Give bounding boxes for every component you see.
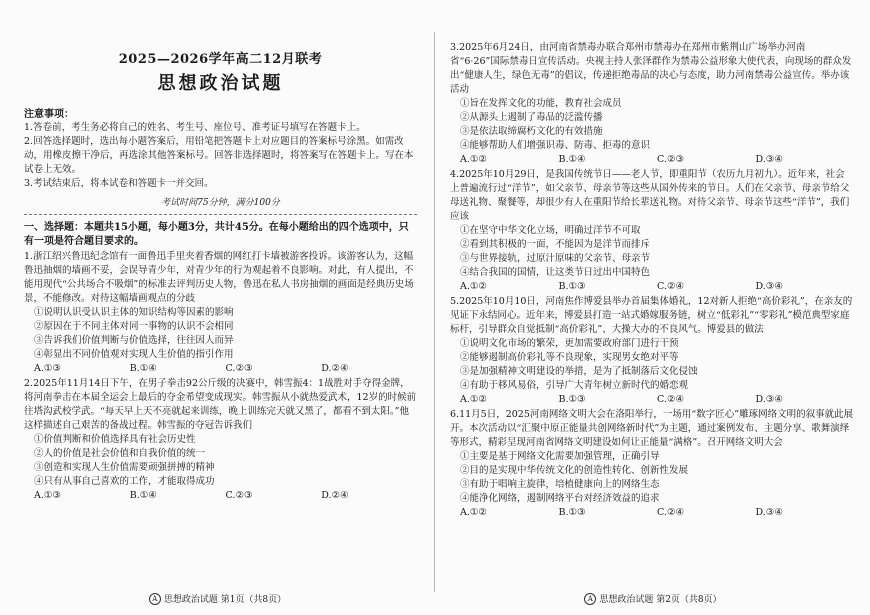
option: ③与世界接轨，过原汁原味的父亲节、母亲节 [460,253,651,264]
answer-choices [24,489,417,503]
option: ④能净化网络，遏制网络平台对经济效益的追求 [460,493,660,504]
divider-rule [24,214,417,215]
answer-b: B.①③ [558,507,586,518]
answer-a: A.①② [460,154,487,165]
option: ②从源头上遏制了毒品的泛滥传播 [460,112,603,123]
footer-text: 思想政治试题 第2页（共8页） [599,594,722,605]
option: ④有助于移风易俗，引导广大青年树立新时代的婚恋观 [460,380,689,391]
time-score: 考试时间75分钟，满分100分 [161,198,280,208]
option: ②能够遏制高价彩礼等不良现象，实现男女绝对平等 [460,352,679,363]
answer-b: B.①④ [129,490,157,501]
page-footer [436,592,870,606]
note-item: 3.考试结束后，将本试卷和答题卡一并交回。 [24,178,214,189]
option: ④结合我国的国情，让这类节日过出中国特色 [460,267,651,278]
answer-d: D.②④ [321,490,349,501]
answer-a: A.①③ [34,490,61,501]
option: ③告诉我们价值判断与价值选择，往往因人而异 [34,335,234,346]
option: ①说明认识受认识主体的知识结构等因素的影响 [34,307,234,318]
answer-choices [450,506,854,520]
question-3 [450,41,854,167]
answer-b: B.①④ [558,154,586,165]
answer-c: C.②④ [657,507,684,518]
answer-choices [450,393,854,407]
answer-d: D.③④ [755,507,783,518]
section-heading: 一、选择题：本题共15小题，每小题3分，共计45分。在每小题给出的四个选项中，只有一项是符合题目要求的。 [24,222,409,247]
answer-c: C.②④ [657,281,684,292]
option: ③是加强精神文明建设的举措，是为了抵制落后文化侵蚀 [460,366,698,377]
answer-d: D.②④ [321,363,349,374]
page-divider [434,32,435,592]
answer-c: C.②③ [225,490,253,501]
option: ③有助于唱响主旋律，培植健康向上的网络生态 [460,479,660,490]
option: ④只有从事自己喜欢的工作，才能取得成功 [34,476,215,487]
option: ④彰显出不同价值观对实现人生价值的指引作用 [34,349,234,360]
question-stem: 3.2025年6月24日，由河南省禁毒办联合郑州市禁毒办在郑州市紫荆山广场举办河南省“6·26”国际禁毒日宣传活动。央视主持人张泽群作为禁毒公益形象大使代表，向现场的群众发出“健康人生，绿色无毒”的倡议，传递拒绝毒品的决心与态度，助力河南禁毒公益宣传。举办该活动 [450,42,852,95]
publisher-logo-icon: A [584,593,596,605]
answer-a: A.①② [460,394,487,405]
question-stem: 5.2025年10月10日，河南焦作博爱县举办首届集体婚礼，12对新人拒绝“高价彩礼”，在亲友的见证下永结同心。近年来，博爱县打造一站式婚嫁服务链，树立“低彩礼”“零彩礼”模范典型家庭标杆，引导群众自觉抵制“高价彩礼”、大操大办的不良风气。博爱县的做法 [450,296,853,335]
answer-b: B.①③ [558,281,586,292]
exam-title: 2025—2026学年高二12月联考 [118,52,323,67]
answer-choices [24,362,417,376]
answer-c: C.②③ [657,154,684,165]
option: ①旨在发挥文化的功能，教育社会成员 [460,98,622,109]
notes-heading: 注意事项： [24,109,74,120]
note-item: 2.回答选择题时，选出每小题答案后，用铅笔把答题卡上对应题目的答案标号涂黑。如需改动，用橡皮擦干净后，再选涂其他答案标号。回答非选择题时，将答案写在答题卡上。写在本试卷上无效。 [24,136,414,175]
question-6 [450,408,854,520]
answer-choices [450,153,854,167]
question-stem: 2.2025年11月14日下午，在男子拳击92公斤级的决赛中，韩雪振4：1战胜对手夺得金牌，将河南拳击在本届全运会上最后的夺金希望变成现实。韩雪振从小就热爱武术，12岁的时候前往塔沟武校学武。“每天早上天不亮就起来训练，晚上训练完天就又黑了，都看不到太阳。”他这样描述自己艰苦的备战过程。韩雪振的夺冠告诉我们 [24,378,417,431]
answer-d: D.③④ [755,281,783,292]
footer-text: 思想政治试题 第1页（共8页） [163,594,287,605]
question-2 [24,377,417,503]
option: ②原因在于不同主体对同一事物的认识不会相同 [34,321,234,332]
question-stem: 6.11月5日，2025河南网络文明大会在洛阳举行，一场用“数字匠心”雕琢网络文明的叙事就此展开。本次活动以“汇聚中原正能量共创网络新时代”为主题，通过案例发布、主题分享、歌舞演绎等形式，精彩呈现河南省网络文明建设如何让正能量“满格”。召开网络文明大会 [450,409,854,448]
page-right [436,0,870,615]
question-4 [450,168,854,294]
option: ①主要是基于网络文化需要加强管理，正确引导 [460,451,660,462]
page-footer [0,592,435,606]
answer-b: B.①④ [129,363,157,374]
question-stem: 4.2025年10月29日，是我国传统节日——老人节，即重阳节（农历九月初九）。近年来，社会上普遍流行过“洋节”，如父亲节、母亲节等这些从国外传来的节日。人们在父亲节、母亲节给父母送礼物、聚餐等，却很少有人在重阳节给长辈送礼物。对待父亲节、母亲节这些“洋节”，我们应该 [450,169,850,222]
answer-c: C.②③ [225,363,253,374]
publisher-logo-icon: A [149,593,161,605]
question-1 [24,250,417,376]
note-item: 1.答卷前，考生务必将自己的姓名、考生号、座位号、准考证号填写在答题卡上。 [24,122,366,133]
answer-a: A.①② [460,281,487,292]
answer-choices [450,280,854,294]
answer-b: B.①③ [558,394,586,405]
option: ②看到其积极的一面，不能因为是洋节而排斥 [460,239,651,250]
option: ②人的价值是社会价值和自我价值的统一 [34,448,206,459]
question-stem: 1.浙江绍兴鲁迅纪念馆有一面鲁迅手里夹着香烟的网红打卡墙被游客投诉。该游客认为，这幅鲁迅抽烟的墙画不妥，会误导青少年，对青少年的行为观起着不良影响。对此，有人提出，不能用现代“公共场合不吸烟”的标准去评判历史人物，鲁迅在私人书房抽烟的画面是经典历史场景，不能修改。对待这幅墙画观点的分歧 [24,251,414,304]
option: ②目的是实现中华传统文化的创造性转化、创新性发展 [460,465,689,476]
option: ①价值判断和价值选择具有社会历史性 [34,434,196,445]
option: ③是依法取缔腐朽文化的有效措施 [460,126,603,137]
option: ①说明文化市场的繁荣，更加需要政府部门进行干预 [460,338,679,349]
answer-d: D.③④ [755,394,783,405]
answer-a: A.①③ [34,363,61,374]
answer-a: A.①② [460,507,487,518]
option: ①在坚守中华文化立场，明确过洋节不可取 [460,225,641,236]
answer-c: C.②④ [657,394,684,405]
answer-d: D.③④ [755,154,783,165]
option: ③创造和实现人生价值需要顽强拼搏的精神 [34,462,215,473]
question-5 [450,295,854,407]
option: ④能够帮助人们增强识毒、防毒、拒毒的意识 [460,140,651,151]
exam-subject: 思想政治试题 [157,73,284,94]
